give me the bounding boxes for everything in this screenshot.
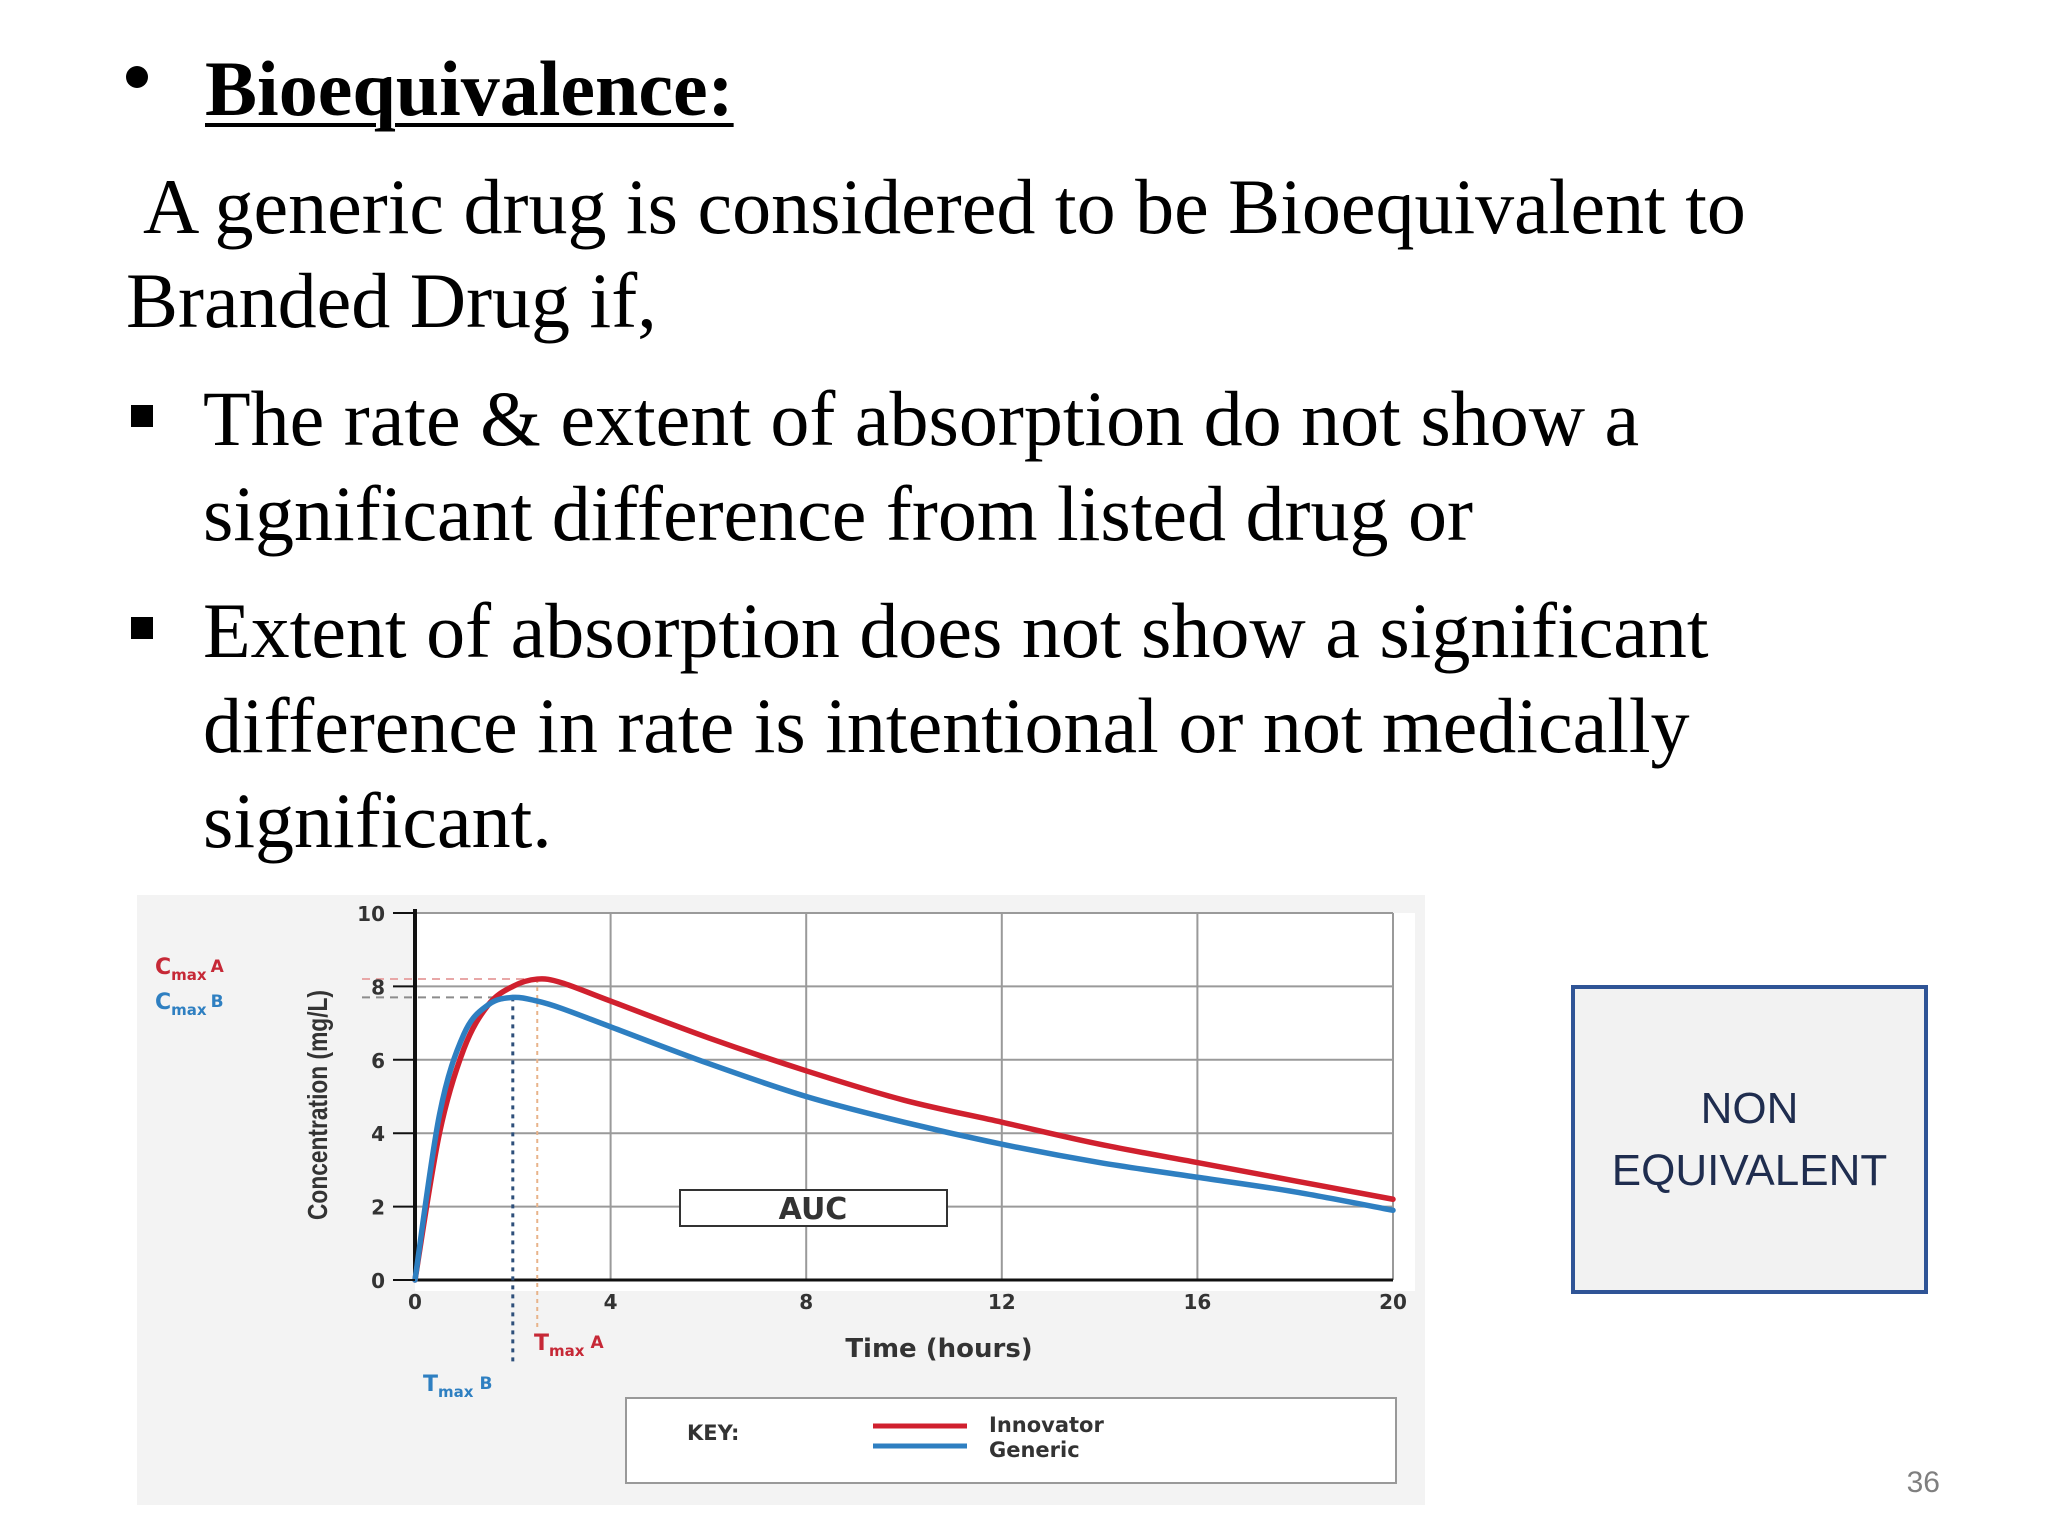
bullet-dot (126, 66, 148, 88)
bullet-2-line-1: Extent of absorption does not show a significant (203, 587, 1709, 674)
slide-number: 36 (1906, 1466, 1940, 1499)
concentration-time-chart (137, 895, 1425, 1505)
legend-title: KEY: (687, 1421, 740, 1445)
verdict-line-1: NON (1700, 1083, 1799, 1133)
y-tick-label: 6 (371, 1048, 385, 1073)
svg-text:CmaxA: Cmax A (155, 955, 224, 984)
svg-text:TmaxB: Tmax B (423, 1372, 493, 1401)
intro-line-1: A generic drug is considered to be Bioequivalent to (143, 163, 1746, 250)
x-axis-label: Time (hours) (845, 1334, 1033, 1364)
x-tick-label: 12 (987, 1290, 1016, 1314)
slide-heading: Bioequivalence: (205, 45, 734, 132)
y-axis-label: Concentration (mg/L) (302, 936, 333, 1220)
x-tick-label: 0 (408, 1290, 422, 1314)
x-tick-label: 8 (799, 1290, 814, 1314)
legend-label-generic: Generic (989, 1438, 1080, 1462)
x-tick-label: 16 (1183, 1290, 1212, 1314)
auc-box (680, 1190, 947, 1227)
y-tick-label: 10 (357, 902, 385, 926)
verdict-box (1571, 985, 1928, 1294)
y-tick-label: 8 (371, 975, 385, 1000)
bullet-1-line-1: The rate & extent of absorption do not show a (203, 375, 1640, 462)
auc-label: AUC (778, 1192, 848, 1227)
bullet-square-2 (131, 617, 153, 639)
x-tick-label: 4 (603, 1290, 618, 1314)
bullet-square-1 (131, 405, 153, 427)
y-tick-label: 4 (371, 1122, 385, 1147)
svg-text:TmaxA: Tmax A (534, 1331, 604, 1360)
verdict-label (1612, 1078, 1887, 1202)
legend (626, 1398, 1396, 1483)
x-tick-label: 20 (1379, 1290, 1407, 1314)
y-tick-label: 0 (371, 1269, 385, 1293)
svg-text:CmaxB: Cmax B (155, 990, 224, 1019)
y-tick-label: 2 (371, 1195, 385, 1220)
intro-line-2: Branded Drug if, (126, 257, 657, 344)
bullet-2-line-2: difference in rate is intentional or not medically (203, 682, 1690, 769)
verdict-line-2: EQUIVALENT (1611, 1145, 1888, 1195)
bullet-1-line-2: significant difference from listed drug or (203, 470, 1473, 557)
bullet-2-line-3: significant. (203, 777, 552, 864)
legend-label-innovator: Innovator (989, 1413, 1104, 1437)
